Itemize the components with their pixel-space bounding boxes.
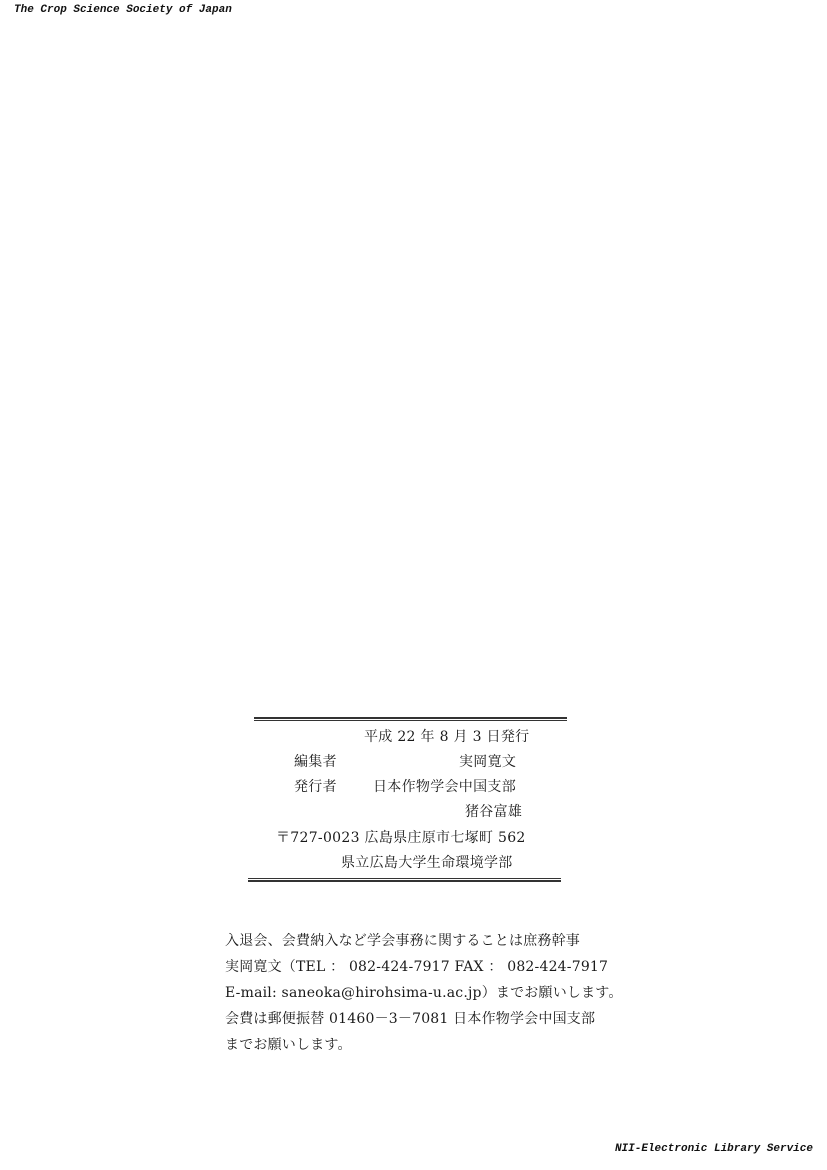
colophon-bottom-rule [248,878,561,882]
notice-line: までお願いします。 [225,1037,352,1053]
membership-notice [225,928,623,1058]
publisher-address: 〒727-0023 広島県庄原市七塚町 562 [276,830,526,846]
issue-date: 平成 22 年 8 月 3 日発行 [364,729,530,745]
publisher-organization: 県立広島大学生命環境学部 [341,855,513,871]
notice-line: 実岡寛文（TEL ： 082-424-7917 FAX ： 082-424-7917 [225,959,609,975]
publisher-label: 発行者 [294,779,337,795]
colophon-top-rule [254,717,567,721]
publisher-person: 猪谷富雄 [465,804,523,820]
editor-label: 編集者 [294,754,337,770]
society-header: The Crop Science Society of Japan [14,4,232,16]
library-service-footer: NII-Electronic Library Service [614,1143,813,1155]
publisher-name: 日本作物学会中国支部 [373,779,516,795]
editor-name: 実岡寛文 [459,754,517,770]
notice-line: 入退会、会費納入など学会事務に関することは庶務幹事 [225,933,580,949]
notice-line: E-mail: saneoka@hirohsima-u.ac.jp）までお願いします。 [225,985,623,1001]
notice-line: 会費は郵便振替 01460－3－7081 日本作物学会中国支部 [225,1011,596,1027]
